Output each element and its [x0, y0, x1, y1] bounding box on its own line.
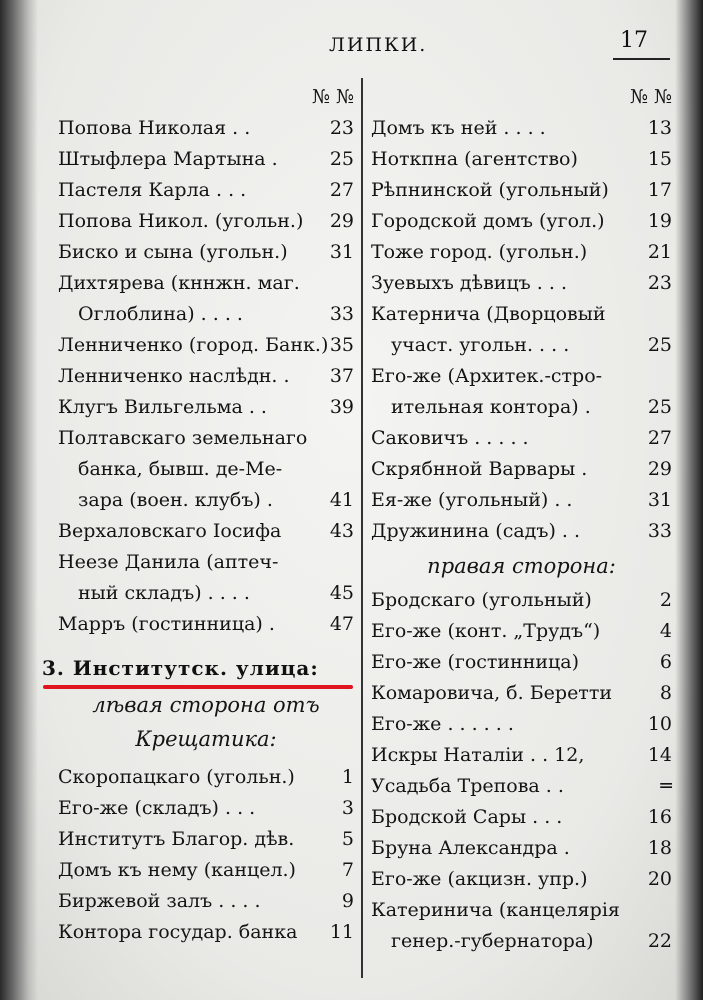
- list-item: [371, 454, 672, 485]
- list-item: [58, 175, 354, 206]
- list-item: [371, 423, 672, 454]
- entry-name: Ленниченко (город. Банк.): [58, 334, 329, 356]
- entry-name: Полтавскаго земельнаго: [58, 427, 308, 449]
- entry-name: Биско и сына (угольн.): [58, 241, 288, 263]
- house-number: 29: [647, 458, 672, 480]
- list-item: [58, 206, 354, 237]
- entry-name: Ноткпна (агентство): [371, 148, 578, 170]
- list-item: [371, 709, 672, 740]
- entry-name: Тоже город. (угольн.): [371, 241, 588, 263]
- entry-name: Усадьба Трепова . .: [371, 775, 564, 797]
- entry-name: Клугъ Вильгельма . .: [58, 396, 267, 418]
- house-number: 17: [647, 179, 672, 201]
- entry-name: Комаровича, б. Беретти: [371, 682, 612, 704]
- list-item: [58, 855, 354, 886]
- list-item: [371, 895, 672, 926]
- house-number: 29: [329, 210, 354, 232]
- list-item: [371, 616, 672, 647]
- subheading-right-side: правая сторона:: [427, 554, 616, 578]
- list-item: [371, 113, 672, 144]
- house-number: 27: [647, 427, 672, 449]
- list-item: [58, 547, 354, 578]
- entry-name: Скоропацкаго (угольн.): [58, 766, 295, 788]
- entry-name: Его-же (складъ) . . .: [58, 797, 256, 819]
- house-number: 1: [341, 766, 354, 788]
- list-item: [58, 423, 354, 454]
- house-number: 20: [647, 868, 672, 890]
- entry-name: банка, бывш. де-Ме-: [78, 458, 283, 480]
- entry-name: Городской домъ (угол.): [371, 210, 605, 232]
- list-item: [58, 578, 354, 609]
- list-item: [58, 793, 354, 824]
- list-item: [371, 175, 672, 206]
- page-edge-left: [0, 0, 38, 1000]
- list-item: [58, 268, 354, 299]
- list-item: [371, 864, 672, 895]
- entry-name: Его-же (акцизн. упр.): [371, 868, 588, 890]
- right-entries-section-3: [371, 585, 672, 957]
- left-entries-section-3: [58, 762, 354, 948]
- list-item: [371, 678, 672, 709]
- list-item: [58, 144, 354, 175]
- house-number: 33: [329, 303, 354, 325]
- list-item: [58, 330, 354, 361]
- entry-name: Его-же (Архитек.-стро-: [371, 365, 603, 387]
- house-number: 43: [329, 520, 354, 542]
- list-item: [371, 802, 672, 833]
- entry-name: Ленниченко наслѣдн. .: [58, 365, 290, 387]
- entry-name: Катерничa (Дворцовый: [371, 303, 606, 325]
- house-number: 22: [647, 930, 672, 952]
- entry-name: Рѣпнинской (угольный): [371, 179, 609, 201]
- entry-name: Бродской Сары . . .: [371, 806, 563, 828]
- entry-name: Бруна Александра .: [371, 837, 570, 859]
- number-header: № №: [630, 86, 672, 108]
- entry-name: Домъ къ ней . . . .: [371, 117, 546, 139]
- house-number: 31: [329, 241, 354, 263]
- entry-name: Штыфлера Мартына .: [58, 148, 278, 170]
- list-item: [58, 824, 354, 855]
- list-item: [371, 833, 672, 864]
- list-item: [371, 485, 672, 516]
- column-divider: [361, 78, 363, 978]
- list-item: [371, 206, 672, 237]
- running-header: ЛИПКИ.: [329, 34, 428, 56]
- page-number: 17: [620, 28, 648, 53]
- section-title: 3. Институтск. улица:: [42, 656, 319, 680]
- subheading-left-side: лѣвая сторона отъ: [92, 693, 320, 717]
- entry-name: Институтъ Благор. дѣв.: [58, 828, 295, 850]
- list-item: [371, 144, 672, 175]
- list-item: [58, 299, 354, 330]
- house-number: 3: [341, 797, 354, 819]
- house-number: 27: [329, 179, 354, 201]
- list-item: [371, 516, 672, 547]
- house-number: 25: [647, 334, 672, 356]
- entry-name: генер.-губернатора): [391, 930, 594, 952]
- house-number: 11: [329, 921, 354, 943]
- list-item: [371, 926, 672, 957]
- list-item: [371, 740, 672, 771]
- house-number: 25: [647, 396, 672, 418]
- number-header: № №: [312, 86, 354, 108]
- house-number: 23: [329, 117, 354, 139]
- house-number: 9: [341, 890, 354, 912]
- entry-name: Марръ (гостинница) .: [58, 613, 275, 635]
- house-number: 39: [329, 396, 354, 418]
- entry-name: Неезе Данила (аптеч-: [58, 551, 279, 573]
- list-item: [58, 361, 354, 392]
- entry-name: Его-же (гостинница): [371, 651, 580, 673]
- list-item: [58, 886, 354, 917]
- house-number: 8: [659, 682, 672, 704]
- house-number: 35: [329, 334, 354, 356]
- list-item: [58, 762, 354, 793]
- list-item: [58, 917, 354, 948]
- right-entries: [371, 113, 672, 547]
- house-number: 37: [329, 365, 354, 387]
- house-number: 21: [647, 241, 672, 263]
- house-number: 15: [647, 148, 672, 170]
- entry-name: зара (воен. клубъ) .: [78, 489, 273, 511]
- list-item: [371, 330, 672, 361]
- page-number-rule: [613, 58, 670, 60]
- house-number: 19: [647, 210, 672, 232]
- entry-name: Ея-же (угольный) . .: [371, 489, 573, 511]
- house-number: 16: [647, 806, 672, 828]
- entry-name: Оглоблина) . . . .: [78, 303, 243, 325]
- list-item: [371, 585, 672, 616]
- list-item: [371, 299, 672, 330]
- house-number: 4: [659, 620, 672, 642]
- entry-name: Пастеля Карла . . .: [58, 179, 247, 201]
- house-number: 47: [329, 613, 354, 635]
- entry-name: Биржевой залъ . . . .: [58, 890, 261, 912]
- entry-name: Скрябнной Варвары .: [371, 458, 588, 480]
- house-number: 13: [647, 117, 672, 139]
- house-number: 5: [341, 828, 354, 850]
- entry-name: Дихтярева (кннжн. маг.: [58, 272, 300, 294]
- list-item: [58, 237, 354, 268]
- entry-name: Контора государ. банка: [58, 921, 298, 943]
- right-column: [371, 82, 672, 957]
- entry-name: участ. угольн. . . .: [391, 334, 570, 356]
- house-number: 2: [659, 589, 672, 611]
- list-item: [371, 268, 672, 299]
- list-item: [58, 516, 354, 547]
- left-entries: [58, 113, 354, 640]
- entry-name: Его-же . . . . . .: [371, 713, 514, 735]
- subheading-kreshchatik: Крещатика:: [135, 727, 277, 751]
- entry-name: Бродскаго (угольный): [371, 589, 592, 611]
- house-number: ═: [660, 775, 672, 797]
- list-item: [58, 392, 354, 423]
- page-edge-right: [675, 0, 703, 1000]
- entry-name: Попова Никол. (угольн.): [58, 210, 304, 232]
- house-number: 14: [647, 744, 672, 766]
- house-number: 33: [647, 520, 672, 542]
- house-number: 18: [647, 837, 672, 859]
- list-item: [371, 647, 672, 678]
- house-number: 31: [647, 489, 672, 511]
- list-item: [58, 454, 354, 485]
- entry-name: Зуевыхъ дѣвицъ . . .: [371, 272, 567, 294]
- list-item: [58, 609, 354, 640]
- house-number: 10: [647, 713, 672, 735]
- entry-name: Попова Николая . .: [58, 117, 251, 139]
- house-number: 7: [341, 859, 354, 881]
- entry-name: Искры Наталіи . . 12,: [371, 744, 585, 766]
- entry-name: Домъ къ нему (канцел.): [58, 859, 296, 881]
- house-number: 23: [647, 272, 672, 294]
- house-number: 25: [329, 148, 354, 170]
- list-item: [371, 361, 672, 392]
- entry-name: Катеринича (канцелярія: [371, 899, 620, 921]
- list-item: [371, 392, 672, 423]
- entry-name: ный складъ) . . . .: [78, 582, 250, 604]
- house-number: 45: [329, 582, 354, 604]
- list-item: [371, 771, 672, 802]
- list-item: [58, 113, 354, 144]
- entry-name: Верхаловскаго Іосифа: [58, 520, 282, 542]
- left-column: [42, 82, 354, 948]
- house-number: 6: [659, 651, 672, 673]
- list-item: [58, 485, 354, 516]
- red-underline-annotation: [43, 685, 353, 689]
- entry-name: Дружинина (садъ) . .: [371, 520, 581, 542]
- entry-name: Саковичъ . . . . .: [371, 427, 529, 449]
- list-item: [371, 237, 672, 268]
- entry-name: ительная контора) .: [391, 396, 591, 418]
- entry-name: Его-же (конт. „Трудъ“): [371, 620, 601, 642]
- house-number: 41: [329, 489, 354, 511]
